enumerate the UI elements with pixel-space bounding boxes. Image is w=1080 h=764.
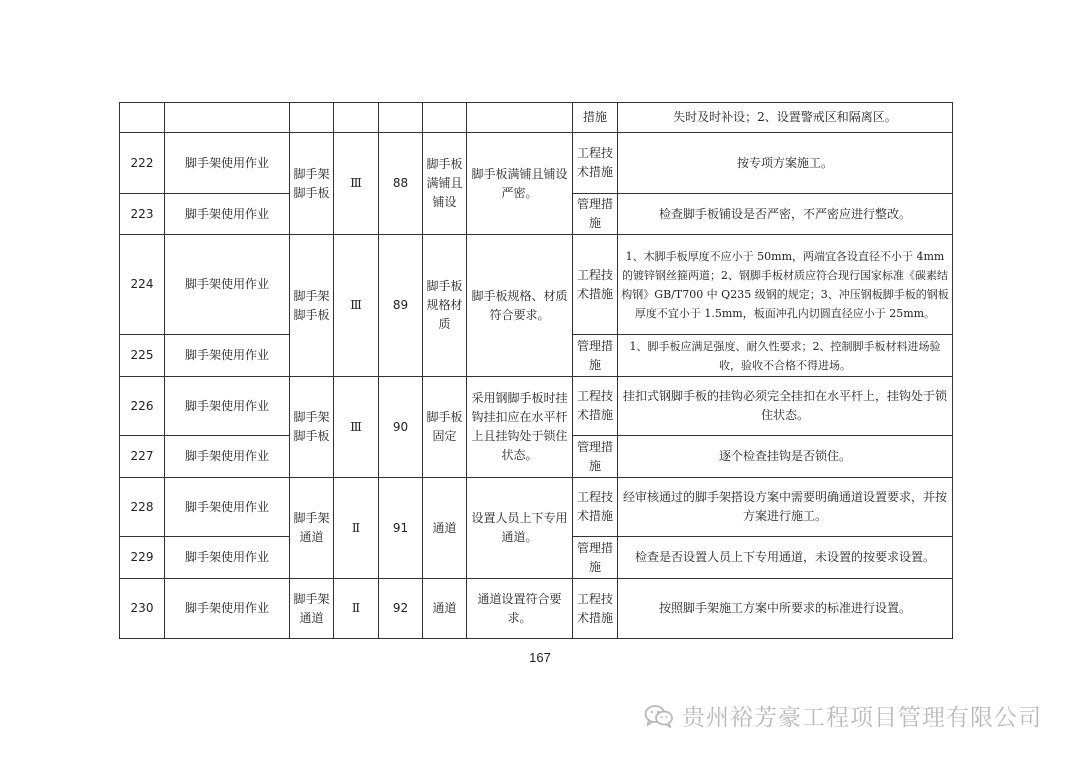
measure-cell: 经审核通过的脚手架搭设方案中需要明确通道设置要求，并按方案进行施工。 <box>618 478 953 537</box>
activity-cell: 脚手架使用作业 <box>165 579 290 639</box>
level-cell: Ⅲ <box>334 235 379 377</box>
measure-cell: 1、脚手板应满足强度、耐久性要求；2、控制脚手板材料进场验收，验收不合格不得进场。 <box>618 335 953 377</box>
activity-cell: 脚手架使用作业 <box>165 133 290 194</box>
level-cell: Ⅱ <box>334 579 379 639</box>
measure-type-cell: 工程技术措施 <box>573 235 618 335</box>
measure-type-cell: 工程技术措施 <box>573 579 618 639</box>
wechat-icon <box>644 704 674 728</box>
measure-type-cell: 工程技术措施 <box>573 133 618 194</box>
watermark <box>644 699 1042 732</box>
measure-cell: 失时及时补设；2、设置警戒区和隔离区。 <box>618 103 953 133</box>
row-number: 227 <box>120 436 165 478</box>
item-number-cell: 88 <box>379 133 423 235</box>
activity-cell: 脚手架使用作业 <box>165 335 290 377</box>
activity-cell <box>165 103 290 133</box>
category-cell: 脚手架脚手板 <box>290 377 334 478</box>
table-row <box>120 103 953 133</box>
table-row <box>120 579 953 639</box>
risk-control-table <box>119 102 953 639</box>
measure-cell: 检查是否设置人员上下专用通道，未设置的按要求设置。 <box>618 537 953 579</box>
category-cell <box>290 103 334 133</box>
measure-type-cell: 工程技术措施 <box>573 478 618 537</box>
measure-cell: 按专项方案施工。 <box>618 133 953 194</box>
item-cell <box>423 103 467 133</box>
measure-cell: 挂扣式钢脚手板的挂钩必须完全挂扣在水平杆上，挂钩处于锁住状态。 <box>618 377 953 436</box>
level-cell: Ⅲ <box>334 377 379 478</box>
page-number: 167 <box>529 650 551 665</box>
row-number: 230 <box>120 579 165 639</box>
requirement-cell: 采用钢脚手板时挂钩挂扣应在水平杆上且挂钩处于锁住状态。 <box>467 377 573 478</box>
measure-cell: 逐个检查挂钩是否锁住。 <box>618 436 953 478</box>
measure-type-cell: 管理措施 <box>573 335 618 377</box>
row-number: 225 <box>120 335 165 377</box>
item-number-cell: 89 <box>379 235 423 377</box>
item-number-cell: 91 <box>379 478 423 579</box>
watermark-text: 贵州裕芳豪工程项目管理有限公司 <box>682 705 1042 731</box>
table-row <box>120 133 953 194</box>
level-cell: Ⅱ <box>334 478 379 579</box>
activity-cell: 脚手架使用作业 <box>165 436 290 478</box>
table-row <box>120 235 953 335</box>
category-cell: 脚手架脚手板 <box>290 133 334 235</box>
activity-cell: 脚手架使用作业 <box>165 478 290 537</box>
measure-type-cell: 措施 <box>573 103 618 133</box>
activity-cell: 脚手架使用作业 <box>165 377 290 436</box>
category-cell: 脚手架通道 <box>290 478 334 579</box>
item-number-cell: 90 <box>379 377 423 478</box>
measure-type-cell: 工程技术措施 <box>573 377 618 436</box>
item-cell: 通道 <box>423 478 467 579</box>
measure-cell: 1、木脚手板厚度不应小于 50mm，两端宜各设直径不小于 4mm 的镀锌钢丝箍两道；2、钢脚手板材质应符合现行国家标准《碳素结构钢》GB/T700 中 Q235 级钢的规定；3、冲压钢板脚手板的钢板厚度不宜小于 1.5mm，板面冲孔内切圆直径应小于 25mm。 <box>618 235 953 335</box>
item-cell: 脚手板固定 <box>423 377 467 478</box>
measure-cell: 按照脚手架施工方案中所要求的标准进行设置。 <box>618 579 953 639</box>
table-row <box>120 478 953 537</box>
item-number-cell: 92 <box>379 579 423 639</box>
row-number: 228 <box>120 478 165 537</box>
row-number: 226 <box>120 377 165 436</box>
activity-cell: 脚手架使用作业 <box>165 194 290 235</box>
item-cell: 通道 <box>423 579 467 639</box>
requirement-cell: 通道设置符合要求。 <box>467 579 573 639</box>
level-cell: Ⅲ <box>334 133 379 235</box>
category-cell: 脚手架通道 <box>290 579 334 639</box>
measure-type-cell: 管理措施 <box>573 436 618 478</box>
category-cell: 脚手架脚手板 <box>290 235 334 377</box>
row-number: 224 <box>120 235 165 335</box>
row-number: 223 <box>120 194 165 235</box>
row-number: 229 <box>120 537 165 579</box>
activity-cell: 脚手架使用作业 <box>165 235 290 335</box>
measure-type-cell: 管理措施 <box>573 537 618 579</box>
requirement-cell: 脚手板规格、材质符合要求。 <box>467 235 573 377</box>
level-cell <box>334 103 379 133</box>
requirement-cell: 脚手板满铺且铺设严密。 <box>467 133 573 235</box>
requirement-cell <box>467 103 573 133</box>
table-row <box>120 377 953 436</box>
measure-type-cell: 管理措施 <box>573 194 618 235</box>
row-number <box>120 103 165 133</box>
row-number: 222 <box>120 133 165 194</box>
activity-cell: 脚手架使用作业 <box>165 537 290 579</box>
item-cell: 脚手板满铺且铺设 <box>423 133 467 235</box>
requirement-cell: 设置人员上下专用通道。 <box>467 478 573 579</box>
measure-cell: 检查脚手板铺设是否严密，不严密应进行整改。 <box>618 194 953 235</box>
item-cell: 脚手板规格材质 <box>423 235 467 377</box>
item-number-cell <box>379 103 423 133</box>
